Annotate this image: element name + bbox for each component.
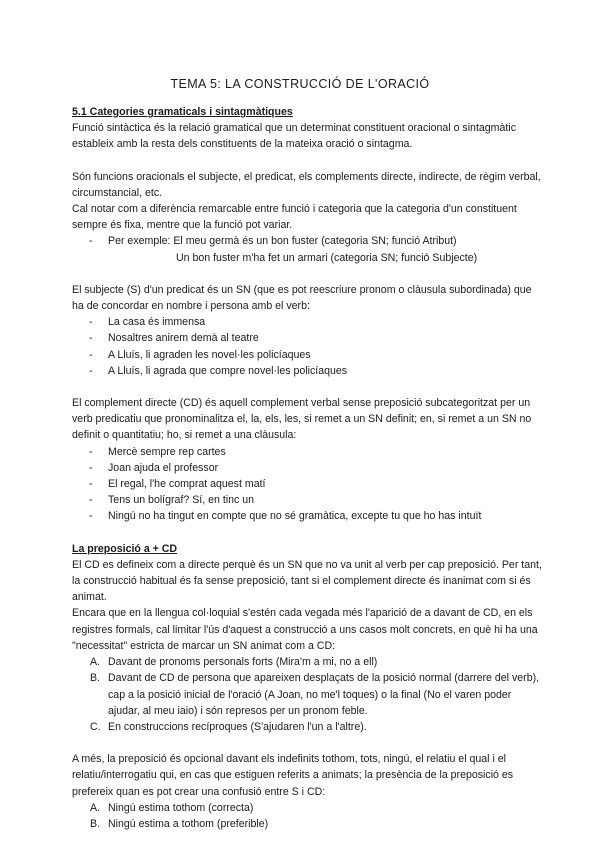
section-heading-preposition: La preposició a + CD: [72, 542, 178, 555]
list-item: - La casa és immensa: [72, 314, 542, 330]
list-item: - Nosaltres anirem demà al teatre: [72, 330, 542, 346]
list-marker: B.: [90, 672, 101, 685]
example-line: Per exemple: El meu germà és un bon fuster (categoria SN; funció Atribut): [108, 235, 457, 248]
page-title: TEMA 5: LA CONSTRUCCIÓ DE L'ORACIÓ: [170, 77, 430, 91]
example-line-continuation: Un bon fuster m'ha fet un armari (categoria SN; funció Subjecte): [176, 251, 478, 264]
list-item: [72, 719, 542, 735]
list-item: - A Lluís, li agraden les novel·les policíaques: [72, 347, 542, 363]
example-list: [72, 233, 542, 249]
paragraph-note: Cal notar com a diferència remarcable entre funció i categoria que la categoria d'un constituent sempre és fixa, mentre que la funció pot variar.: [72, 203, 517, 232]
list-text: En construccions recíproques (S'ajudaren l'un a l'altre).: [108, 720, 367, 733]
list-item: [72, 816, 542, 832]
list-item: - Ningú no ha tingut en compte que no sé gramàtica, excepte tu que ho has intuït: [72, 508, 542, 524]
list-text: Ningú estima tothom (correcta): [108, 801, 254, 814]
list-marker: C.: [90, 720, 101, 733]
spacer: [72, 735, 542, 751]
paragraph-cd-definition: El CD es defineix com a directe perquè és un SN que no va unit al verb per cap preposició. Per tant, la construcció habitual és fa sense preposició, tant si el complement directe és inanimat com si és animat.: [72, 558, 542, 604]
document-body: [72, 104, 542, 832]
paragraph-subject: El subjecte (S) d'un predicat és un SN (que es pot reescriure pronom o clàusula subordinada) que ha de concordar en nombre i persona amb el verb:: [72, 283, 532, 313]
spacer: [72, 379, 542, 395]
list-marker: A.: [90, 656, 101, 669]
list-item: - A Lluís, li agrada que compre novel·les policíaques: [72, 363, 542, 379]
list-item: [72, 233, 542, 249]
subject-examples-list: [72, 314, 542, 379]
paragraph-direct-object: El complement directe (CD) és aquell complement verbal sense preposició subcategoritzat per un verb predicatiu que pronominalitza el, la, els, les, si remet a un SN definit; en, si remet a un SN no definit o quantitatiu; ho, si remet a una clàusula:: [72, 397, 532, 442]
list-text: Davant de CD de persona que apareixen desplaçats de la posició normal (darrere del verb), cap a la posició inicial de l'oració (A Joan, no me'l toques) o la final (No el varen poder ajudar, al meu iaio) i són represos per un pronom feble.: [108, 672, 540, 717]
list-item: - El regal, l'he comprat aquest matí: [72, 476, 542, 492]
list-item: - Joan ajuda el professor: [72, 460, 542, 476]
list-item: [72, 654, 542, 670]
list-marker: A.: [90, 801, 101, 814]
list-text: Davant de pronoms personals forts (Mira'm a mi, no a ell): [108, 656, 378, 669]
list-item: - Mercè sempre rep cartes: [72, 444, 542, 460]
list-item: [72, 800, 542, 816]
list-item: - Tens un bolígraf? Sí, en tinc un: [72, 492, 542, 508]
paragraph-definition: Funció sintàctica és la relació gramatical que un determinat constituent oracional o sintagmàtic estableix amb la resta dels constituents de la mateixa oració o sintagma.: [72, 122, 516, 151]
cd-examples-list: [72, 444, 542, 525]
section-heading-categories: 5.1 Categories gramaticals i sintagmàtiques: [72, 106, 293, 118]
paragraph-optional-preposition: A més, la preposició és opcional davant els indefinits tothom, tots, ningú, el relatiu el qual i el relatiu/interrogatiu qui, en cas que estiguen referits a animats; la presència de la preposició es prefereix quan es pot crear una confusió entre S i CD:: [72, 753, 514, 798]
paragraph-functions: Són funcions oracionals el subjecte, el predicat, els complements directe, indirecte, de règim verbal, circumstancial, etc.: [72, 170, 541, 199]
list-item: [72, 670, 542, 719]
spacer: [72, 525, 542, 541]
spacer: [72, 266, 542, 282]
cases-list: [72, 654, 542, 735]
spacer: [72, 153, 542, 169]
final-examples-list: [72, 800, 542, 832]
paragraph-colloquial: Encara que en la llengua col·loquial s'estén cada vegada més l'aparició de a davant de CD, en els registres formals, cal limitar l'ús d'aquest a construcció a uns casos molt concrets, en què hi ha una "necessitat" estricta de marcar un SN animat com a CD:: [72, 607, 538, 652]
list-text: Ningú estima a tothom (preferible): [108, 817, 269, 830]
list-marker: B.: [90, 817, 101, 830]
